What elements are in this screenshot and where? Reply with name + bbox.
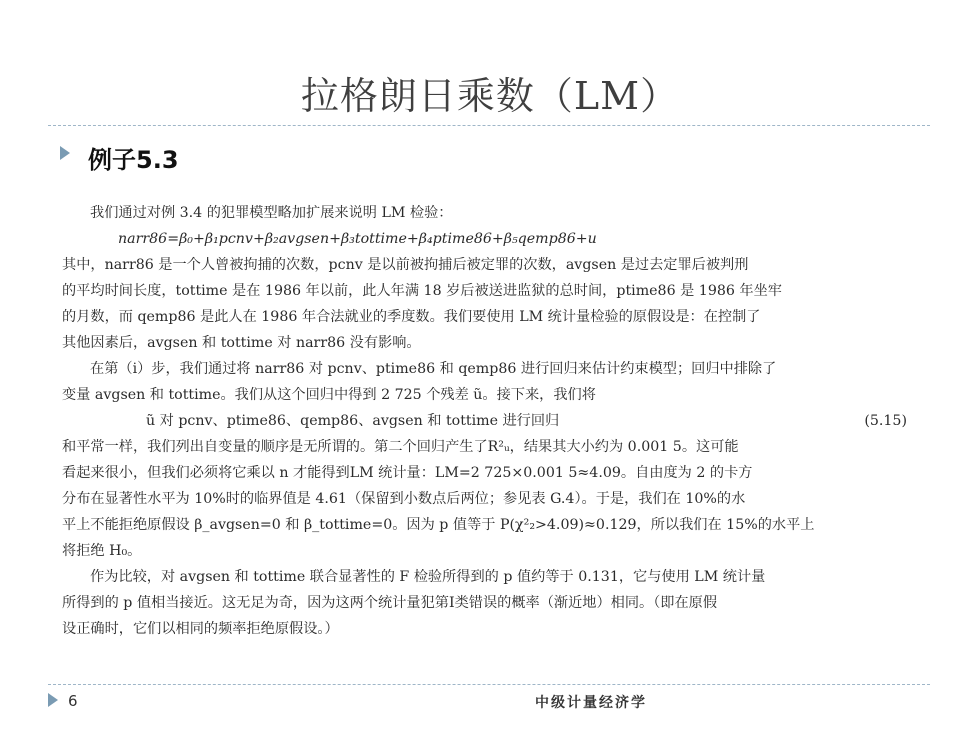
course-name: 中级计量经济学 [535, 695, 647, 711]
equation-text: ũ 对 pcnv、ptime86、qemp86、avgsen 和 tottime 进行回归 [146, 413, 560, 429]
triangle-bullet-icon [60, 146, 70, 160]
text-line: 的平均时间长度，tottime 是在 1986 年以前，此人年满 18 岁后被送进监狱的总时间，ptime86 是 1986 年坐牢 [62, 283, 782, 299]
text-line: 变量 avgsen 和 tottime。我们从这个回归中得到 2 725 个残差 ũ。接下来，我们将 [62, 387, 596, 403]
footer-divider [48, 684, 930, 685]
text-line: 所得到的 p 值相当接近。这无足为奇，因为这两个统计量犯第Ⅰ类错误的概率（渐近地）相同。（即在原假 [62, 595, 718, 611]
slide-title: 拉格朗日乘数（LM） [300, 74, 680, 118]
text-line: 在第（i）步，我们通过将 narr86 对 pcnv、ptime86 和 qemp86 进行回归来估计约束模型；回归中排除了 [90, 361, 777, 377]
equation-row [62, 408, 907, 434]
text-line: 分布在显著性水平为 10%时的临界值是 4.61（保留到小数点后两位；参见表 G.4）。于是，我们在 10%的水 [62, 491, 746, 507]
example-heading: 例子5.3 [88, 146, 179, 174]
text-line: 和平常一样，我们列出自变量的顺序是无所谓的。第二个回归产生了R²ᵤ，结果其大小约为 0.001 5。这可能 [62, 439, 739, 455]
text-line: 的月数，而 qemp86 是此人在 1986 年合法就业的季度数。我们要使用 LM 统计量检验的原假设是：在控制了 [62, 309, 761, 325]
page-number: 6 [68, 692, 78, 710]
textbook-excerpt [62, 200, 907, 642]
text-line: 其中，narr86 是一个人曾被拘捕的次数，pcnv 是以前被拘捕后被定罪的次数，avgsen 是过去定罪后被判刑 [62, 257, 749, 273]
text-line: 平上不能拒绝原假设 β_avgsen=0 和 β_tottime=0。因为 p 值等于 P(χ²₂>4.09)≈0.129，所以我们在 15%的水平上 [62, 517, 815, 533]
title-divider [48, 125, 930, 126]
equation-number: (5.15) [864, 413, 907, 429]
text-line: 作为比较，对 avgsen 和 tottime 联合显著性的 F 检验所得到的 p 值约等于 0.131，它与使用 LM 统计量 [90, 569, 766, 585]
text-line: 将拒绝 H₀。 [62, 543, 142, 559]
triangle-bullet-icon [48, 693, 58, 707]
text-line: 设正确时，它们以相同的频率拒绝原假设。） [62, 621, 339, 637]
equation-line: narr86=β₀+β₁pcnv+β₂avgsen+β₃tottime+β₄ptime86+β₅qemp86+u [118, 231, 597, 247]
text-line: 看起来很小，但我们必须将它乘以 n 才能得到LM 统计量：LM=2 725×0.001 5≈4.09。自由度为 2 的卡方 [62, 465, 753, 481]
text-line: 其他因素后，avgsen 和 tottime 对 narr86 没有影响。 [62, 335, 421, 351]
text-line: 我们通过对例 3.4 的犯罪模型略加扩展来说明 LM 检验： [90, 205, 453, 221]
